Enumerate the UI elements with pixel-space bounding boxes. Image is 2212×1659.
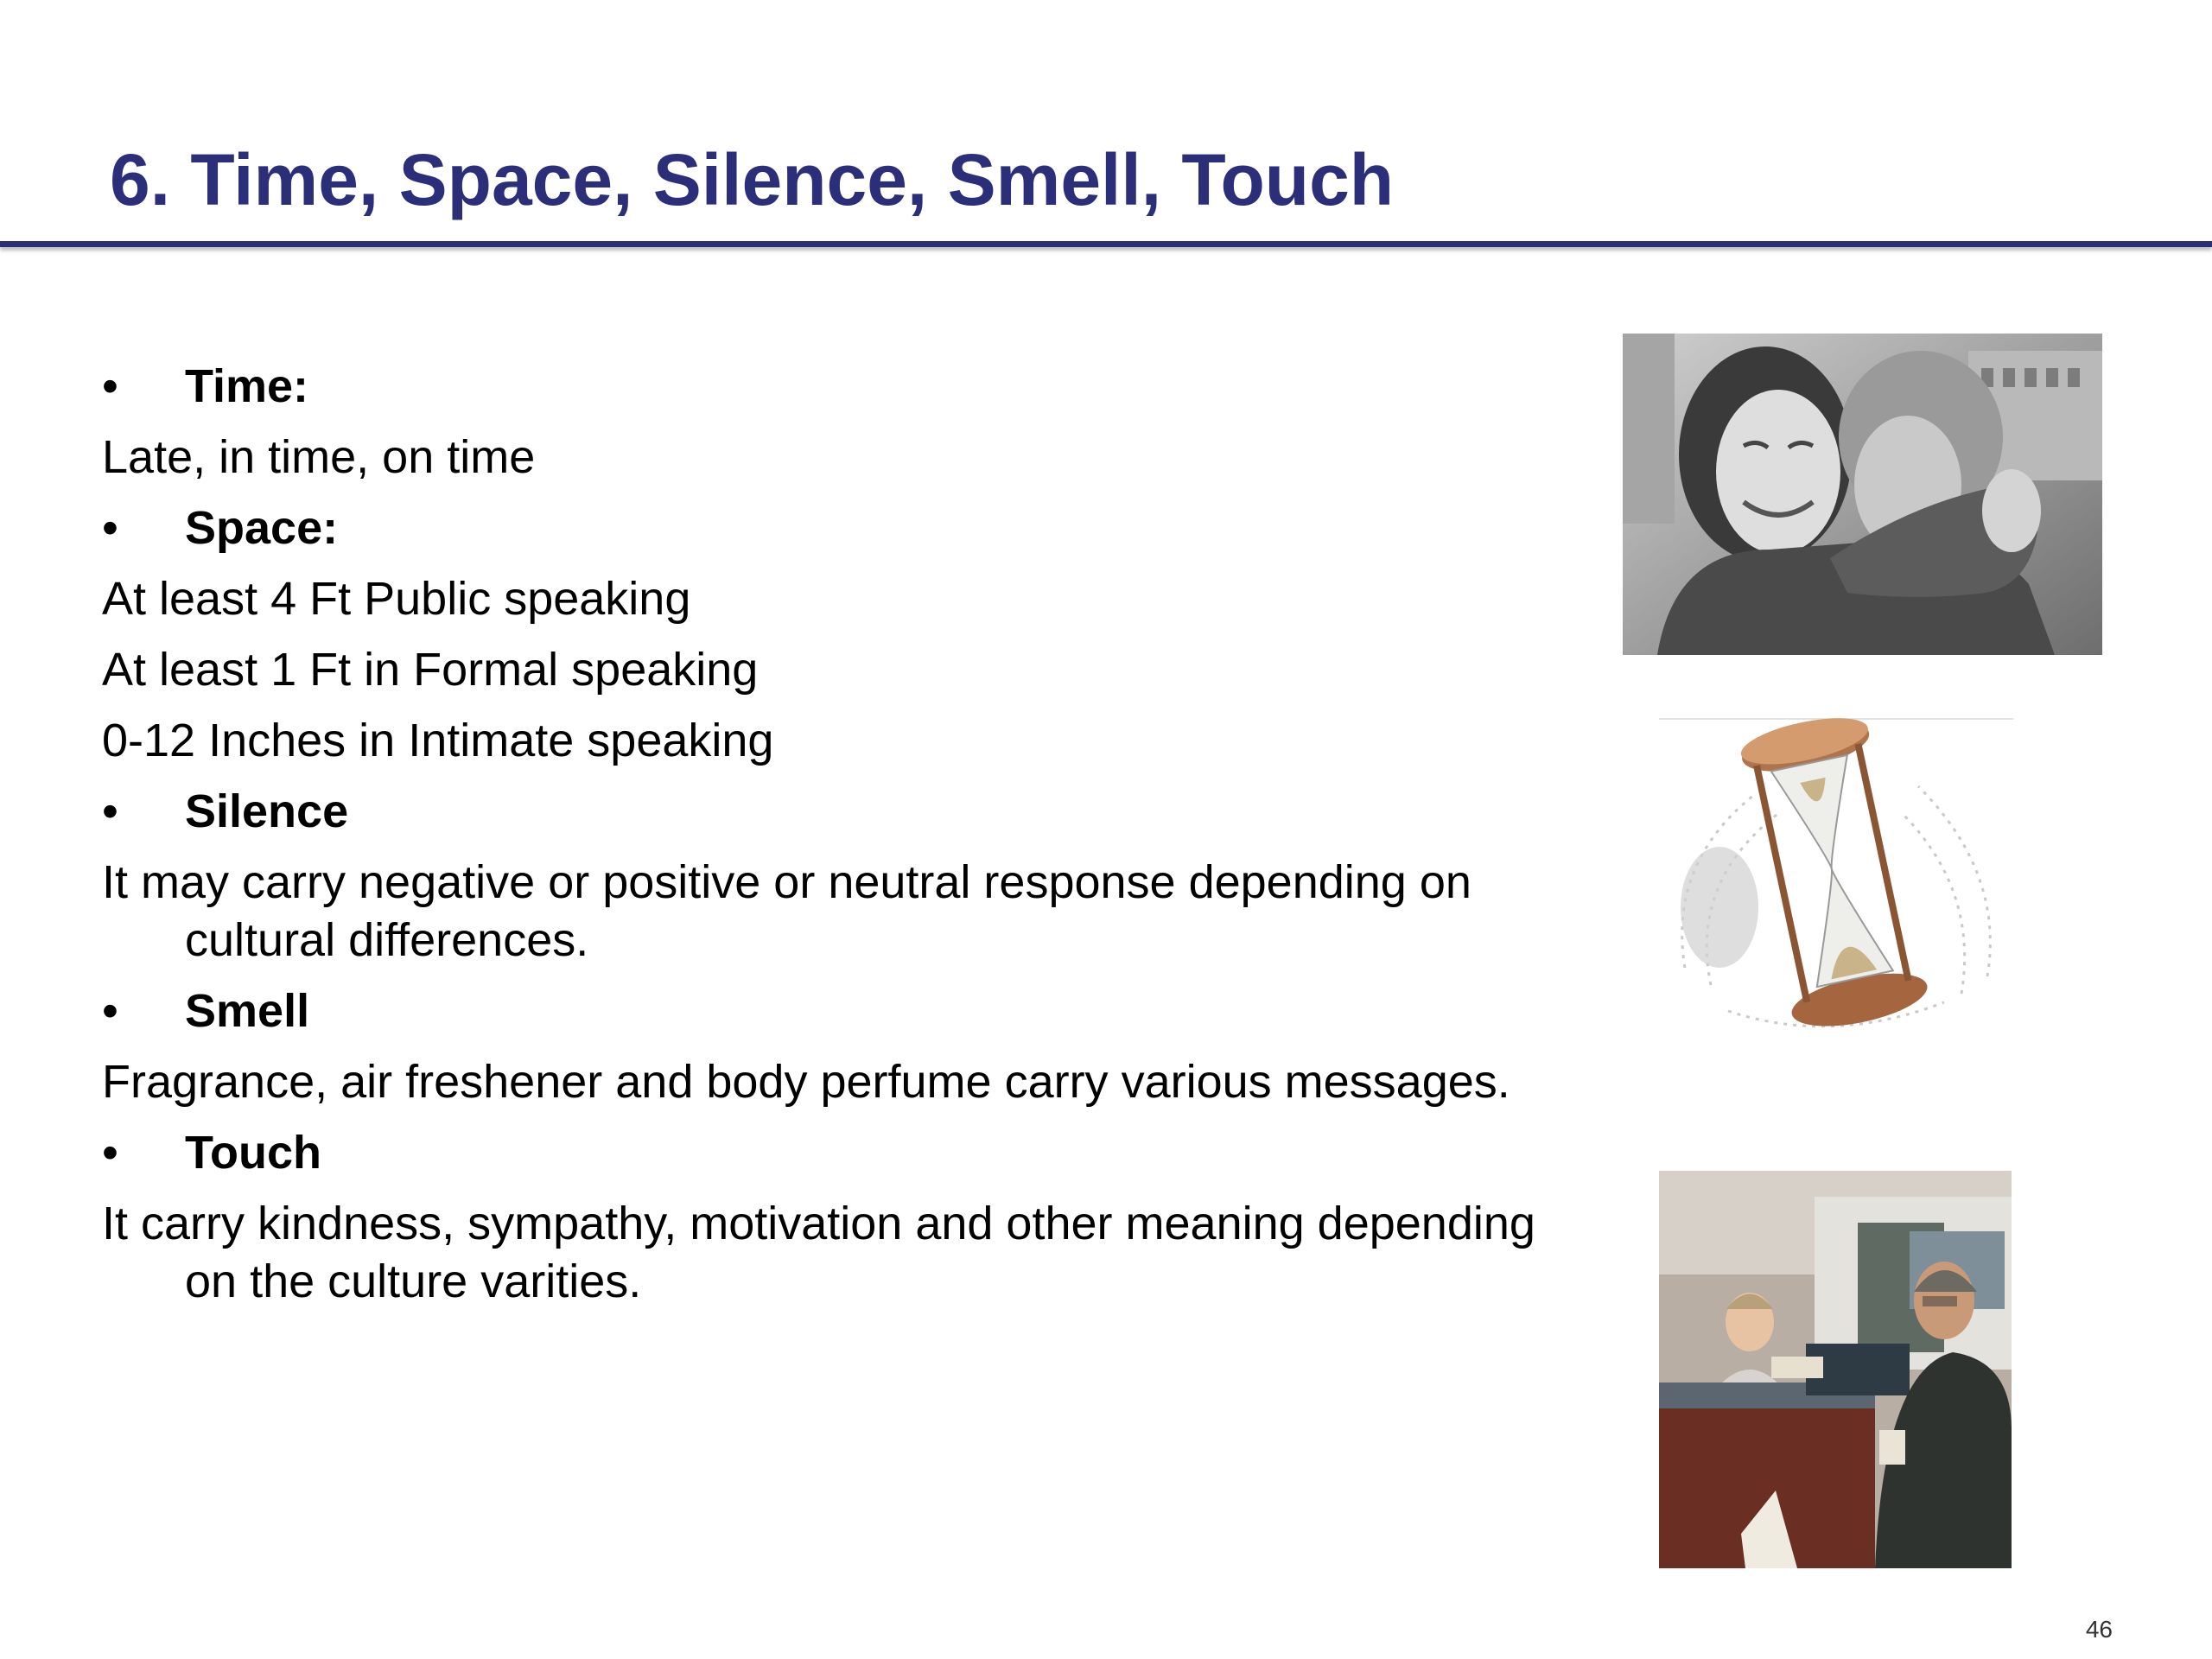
section-text: Fragrance, air freshener and body perfume carry various messages.: [102, 1056, 1510, 1108]
bullet-icon: •: [102, 1127, 118, 1179]
section-heading-label: Touch: [185, 1127, 321, 1179]
hug-photo: [1623, 334, 2102, 655]
section-heading-touch: [102, 1124, 1588, 1182]
section-heading-time: [102, 358, 1588, 416]
bullet-icon: •: [102, 502, 118, 554]
slide-title: 6. Time, Space, Silence, Smell, Touch: [110, 139, 1395, 220]
section-heading-label: Time:: [185, 360, 309, 412]
section-text: Late, in time, on time: [102, 431, 536, 483]
section-heading-smell: [102, 982, 1588, 1040]
section-text: 0-12 Inches in Intimate speaking: [102, 715, 774, 766]
section-heading-label: Space:: [185, 502, 339, 554]
page-number: 46: [2085, 1616, 2113, 1643]
hourglass-illustration: [1659, 717, 2013, 1054]
bullet-icon: •: [102, 785, 118, 837]
bank-counter-photo: [1659, 1171, 2012, 1568]
section-text: It carry kindness, sympathy, motivation and other meaning depending on the culture varities.: [102, 1198, 1535, 1307]
section-text: At least 1 Ft in Formal speaking: [102, 644, 759, 696]
title-divider: [0, 241, 2212, 247]
bullet-icon: •: [102, 360, 118, 412]
slide-body: [102, 358, 1588, 1324]
section-text: At least 4 Ft Public speaking: [102, 573, 691, 625]
section-heading-label: Smell: [185, 985, 310, 1037]
bullet-icon: •: [102, 985, 118, 1037]
section-heading-space: [102, 499, 1588, 557]
section-heading-label: Silence: [185, 785, 349, 837]
section-heading-silence: [102, 783, 1588, 841]
section-text: It may carry negative or positive or neutral response depending on cultural differences.: [102, 856, 1471, 966]
